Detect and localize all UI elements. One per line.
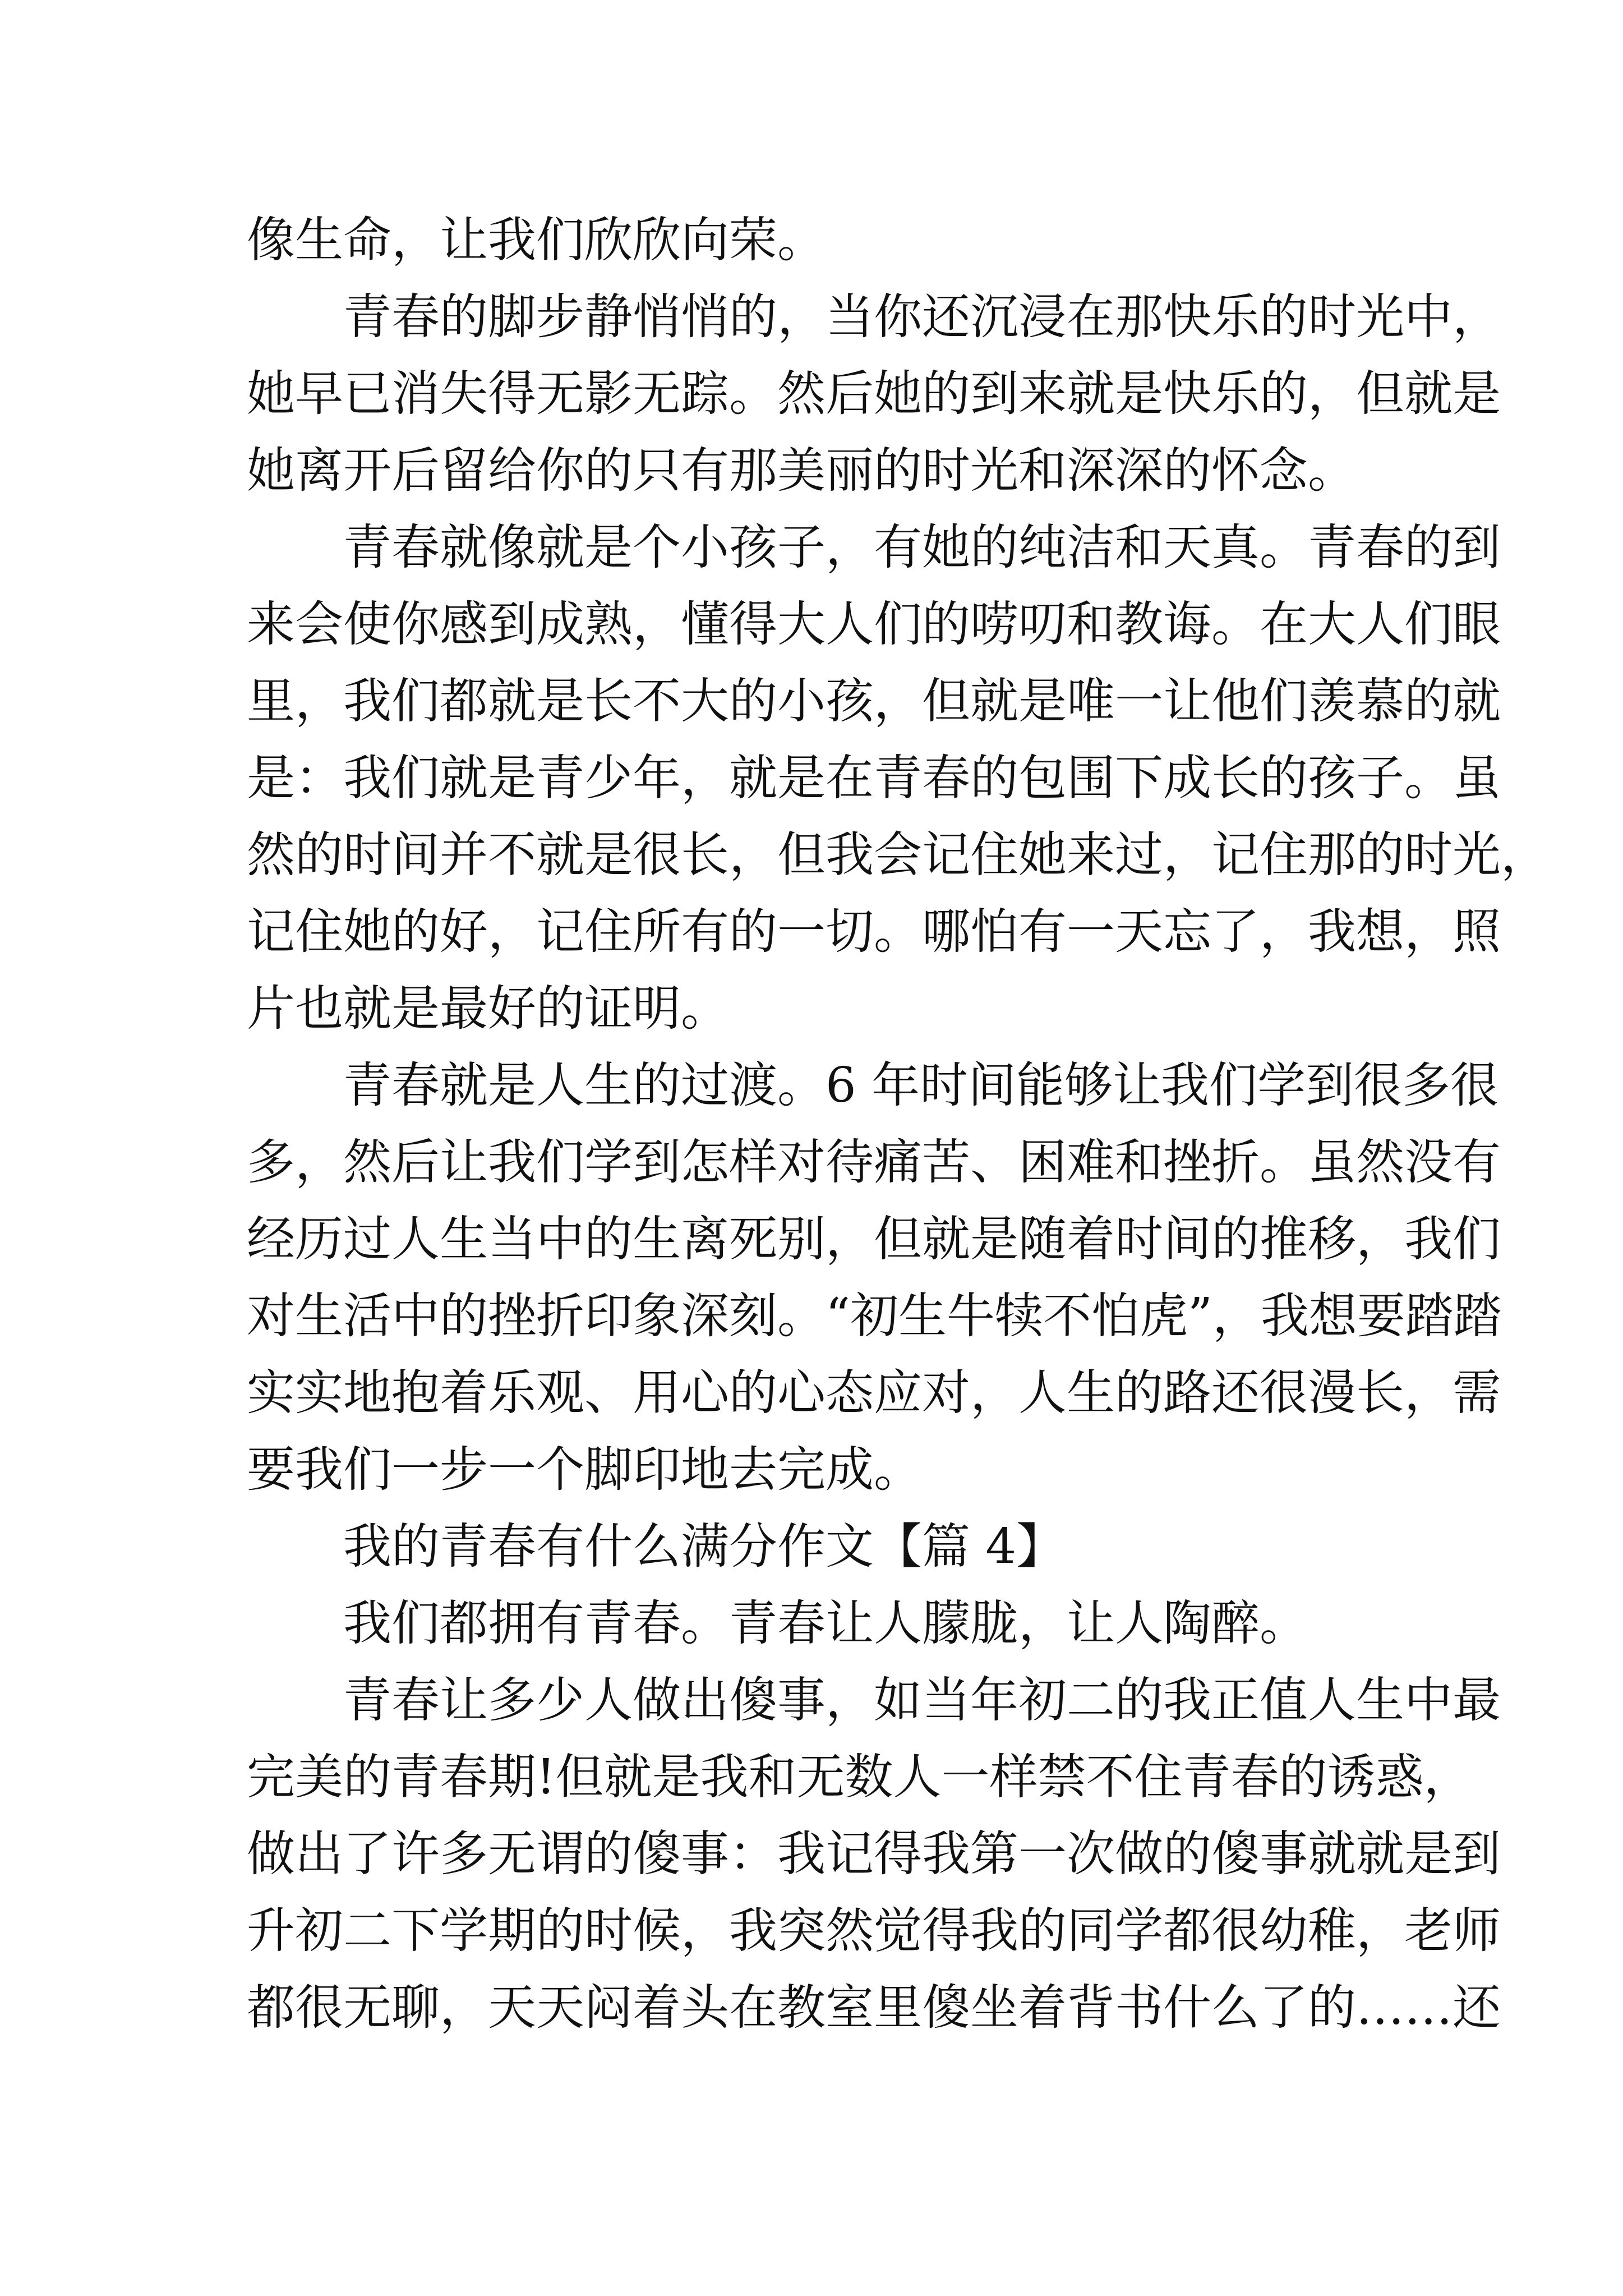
text-line: 青春让多少人做出傻事，如当年初二的我正值人生中最	[343, 1672, 1501, 1728]
text-line: 片也就是最好的证明。	[247, 981, 729, 1037]
text-line: 多，然后让我们学到怎样对待痛苦、困难和挫折。虽然没有	[247, 1134, 1501, 1190]
text-line: 青春就是人生的过渡。6 年时间能够让我们学到很多很	[343, 1057, 1499, 1114]
text-line: 做出了许多无谓的傻事：我记得我第一次做的傻事就就是到	[247, 1826, 1501, 1882]
section-heading: 我的青春有什么满分作文【篇 4】	[343, 1519, 1065, 1575]
text-line: 是：我们就是青少年，就是在青春的包围下成长的孩子。虽	[247, 750, 1501, 806]
text-line: 来会使你感到成熟，懂得大人们的唠叨和教诲。在大人们眼	[247, 596, 1501, 652]
text-line: 她早已消失得无影无踪。然后她的到来就是快乐的，但就是	[247, 366, 1501, 422]
text-line: 然的时间并不就是很长，但我会记住她来过，记住那的时光，	[247, 827, 1549, 883]
text-line: 像生命，让我们欣欣向荣。	[247, 212, 826, 268]
text-line: 实实地抱着乐观、用心的心态应对，人生的路还很漫长，需	[247, 1365, 1501, 1421]
text-line: 我们都拥有青春。青春让人朦胧，让人陶醉。	[343, 1595, 1308, 1651]
text-line: 升初二下学期的时候，我突然觉得我的同学都很幼稚，老师	[247, 1903, 1501, 1959]
text-line: 经历过人生当中的生离死别，但就是随着时间的推移，我们	[247, 1211, 1501, 1267]
document-body	[247, 202, 1549, 2046]
text-line: 完美的青春期!但就是我和无数人一样禁不住青春的诱惑，	[247, 1749, 1472, 1805]
text-line: 记住她的好，记住所有的一切。哪怕有一天忘了，我想，照	[247, 904, 1501, 960]
text-line: 青春的脚步静悄悄的，当你还沉浸在那快乐的时光中，	[343, 289, 1501, 345]
text-line: 青春就像就是个小孩子，有她的纯洁和天真。青春的到	[343, 519, 1501, 576]
text-line: 她离开后留给你的只有那美丽的时光和深深的怀念。	[247, 443, 1356, 499]
text-line: 对生活中的挫折印象深刻。“初生牛犊不怕虎”，我想要踏踏	[247, 1288, 1502, 1344]
text-line: 都很无聊，天天闷着头在教室里傻坐着背书什么了的……还	[247, 1980, 1501, 2036]
text-line: 里，我们都就是长不大的小孩，但就是唯一让他们羡慕的就	[247, 673, 1501, 729]
text-line: 要我们一步一个脚印地去完成。	[247, 1442, 922, 1498]
